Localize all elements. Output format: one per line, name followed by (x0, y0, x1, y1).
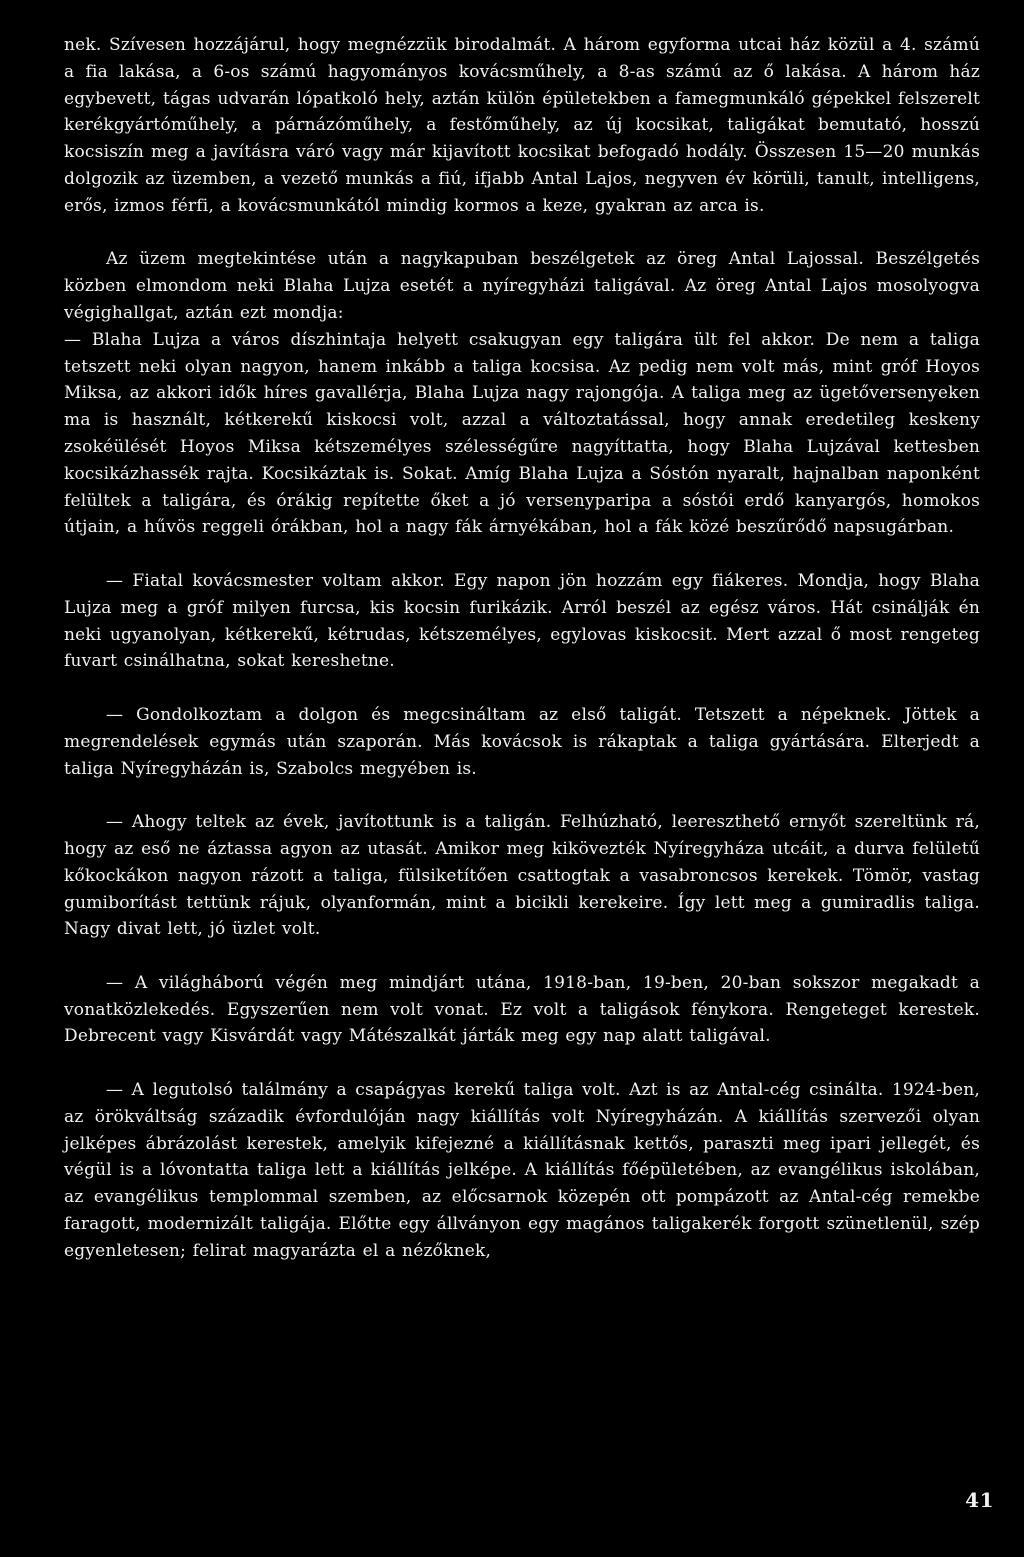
page-body (64, 32, 980, 1265)
paragraph-2: Az üzem megtekintése után a nagykapuban beszélgetek az öreg Antal Lajossal. Beszélgetés közben elmondom neki Blaha Lujza esetét a nyíregyházi taligával. Az öreg Antal Lajos mosolyogva végighallgat, aztán ezt mondja: — Blaha Lujza a város díszhintaja helyett csakugyan egy taligára ült fel akkor. De nem a taliga tetszett neki olyan nagyon, hanem inkább a taliga kocsisa. Az pedig nem volt más, mint gróf Hoyos Miksa, az akkori idők híres gavallérja, Blaha Lujza nagy rajongója. A taliga meg az ügetőversenyeken ma is használt, kétkerekű kiskocsi volt, azzal a változtatással, hogy annak eredetileg keskeny zsokéülését Hoyos Miksa kétszemélyes szélességűre nagyíttatta, hogy Blaha Lujzával kettesben kocsikázhassék rajta. Kocsikáztak is. Sokat. Amíg Blaha Lujza a Sóstón nyaralt, hajnalban naponként felültek a taligára, és órákig repítette őket a jó versenyparipa a sóstói erdő kanyargós, homokos útjain, a hűvös reggeli órákban, hol a nagy fák árnyékában, hol a fák közé beszűrődő napsugárban. (64, 249, 980, 538)
paragraph-5: — Ahogy teltek az évek, javítottunk is a taligán. Felhúzható, leereszthető ernyőt szereltünk rá, hogy az eső ne áztassa agyon az utasát. Amikor meg kikövezték Nyíregyháza utcáit, a durva felületű kőkockákon nagyon rázott a taliga, fülsiketítően csattogtak a vasabroncsos kerekek. Tömör, vastag gumiborítást tettünk rájuk, olyanformán, mint a bicikli kerekeire. Így lett meg a gumiradlis taliga. Nagy divat lett, jó üzlet volt. (64, 812, 980, 940)
page-number: 41 (965, 1488, 994, 1512)
paragraph-6: — A világháború végén meg mindjárt utána, 1918-ban, 19-ben, 20-ban sokszor megakadt a vonatközlekedés. Egyszerűen nem volt vonat. Ez volt a taligások fénykora. Rengeteget kerestek. Debrecent vagy Kisvárdát vagy Mátészalkát járták meg egy nap alatt taligával. (64, 972, 980, 1047)
paragraph-4: — Gondolkoztam a dolgon és megcsináltam az első taligát. Tetszett a népeknek. Jöttek a megrendelések egymás után szaporán. Más kovácsok is rákaptak a taliga gyártására. Elterjedt a taliga Nyíregyházán is, Szabolcs megyében is. (64, 704, 980, 779)
paragraph-7: — A legutolsó találmány a csapágyas kerekű taliga volt. Azt is az Antal-cég csinálta. 1924-ben, az örökváltság századik évfordulóján nagy kiállítás volt Nyíregyházán. A kiállítás szervezői olyan jelképes ábrázolást kerestek, amelyik kifejezné a kiállításnak kettős, paraszti meg ipari jellegét, és végül is a lóvontatta taliga lett a kiállítás jelképe. A kiállítás főépületében, az evangélikus iskolában, az evangélikus templommal szemben, az előcsarnok közepén ott pompázott az Antal-cég remekbe faragott, modernizált taligája. Előtte egy állványon egy magános taligakerék forgott szünetlenül, szép egyenletesen; felirat magyarázta el a nézőknek, (64, 1080, 980, 1261)
paragraph-3: — Fiatal kovácsmester voltam akkor. Egy napon jön hozzám egy fiákeres. Mondja, hogy Blaha Lujza meg a gróf milyen furcsa, kis kocsin furikázik. Arról beszél az egész város. Hát csinálják én neki ugyanolyan, kétkerekű, kétrudas, kétszemélyes, egylovas kiskocsit. Mert azzal ő most rengeteg fuvart csinálhatna, sokat kereshetne. (64, 570, 980, 672)
paragraph-1: nek. Szívesen hozzájárul, hogy megnézzük birodalmát. A három egyforma utcai ház közül a 4. számú a fia lakása, a 6-os számú hagyományos kovácsműhely, a 8-as számú az ő lakása. A három ház egybevett, tágas udvarán lópatkoló hely, aztán külön épületekben a famegmunkáló gépekkel felszerelt kerékgyártóműhely, a párnázóműhely, a festőműhely, az új kocsikat, taligákat bemutató, hosszú kocsiszín meg a javításra váró vagy már kijavított kocsikat befogadó hodály. Összesen 15—20 munkás dolgozik az üzemben, a vezető munkás a fiú, ifjabb Antal Lajos, negyven év körüli, tanult, intelligens, erős, izmos férfi, a kovácsmunkától mindig kormos a keze, gyakran az arca is. (64, 35, 980, 216)
